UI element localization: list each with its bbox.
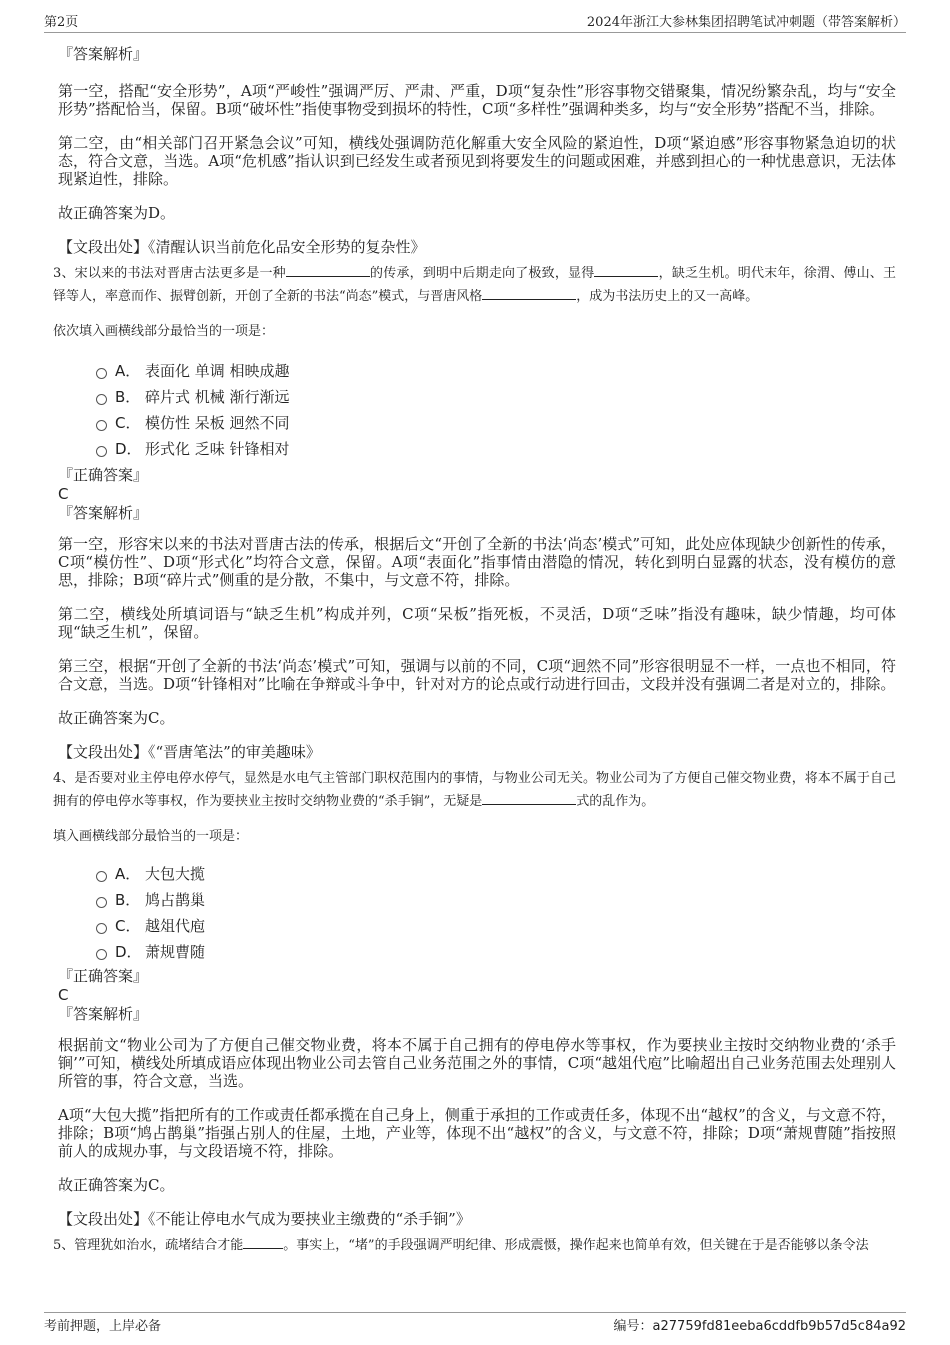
radio-icon[interactable] — [96, 949, 107, 960]
options-list — [56, 357, 896, 461]
question-3: 3、宋以来的书法对晋唐古法更多是一种 的传承，到明中后期走向了极致，显得 ，缺乏生机。明代末年，徐渭、傅山、王铎等人，率意而作、振臂创新，开创了全新的书法“尚态”模式，与晋唐风格 ，成为书法历史上的又一高峰。 — [53, 262, 896, 308]
page-header — [44, 14, 906, 33]
document-code: 编号：a27759fd81eeba6cddfb9b57d5c84a92 — [613, 1319, 906, 1334]
blank — [243, 1234, 283, 1249]
radio-icon[interactable] — [96, 923, 107, 934]
option-b[interactable]: B． 碎片式 机械 渐行渐远 — [96, 383, 896, 409]
question-prompt: 填入画横线部分最恰当的一项是： — [53, 829, 249, 844]
analysis-paragraph: 第三空，根据“开创了全新的书法‘尚态’模式”可知，强调与以前的不同，C项“迥然不同”形容很明显不一样，一点也不相同，符合文意，当选。D项“针锋相对”比喻在争辩或斗争中，针对对方的论点或行动进行回击，文段并没有强调二者是对立的，排除。 — [58, 657, 896, 693]
option-d[interactable]: D． 萧规曹随 — [96, 938, 896, 964]
blank — [482, 790, 576, 805]
question-5: 5、管理犹如治水，疏堵结合才能 。事实上，“堵”的手段强调严明纪律、形成震慑，操作起来也简单有效，但关键在于是否能够以条令法 — [53, 1234, 896, 1257]
correct-label: 『正确答案』 — [58, 466, 149, 484]
page-number: 第2页 — [44, 15, 79, 30]
blank — [594, 262, 658, 277]
option-a[interactable]: A． 表面化 单调 相映成趣 — [96, 357, 896, 383]
question-prompt: 依次填入画横线部分最恰当的一项是： — [53, 324, 275, 339]
analysis-paragraph: A项“大包大揽”指把所有的工作或责任都承揽在自己身上，侧重于承担的工作或责任多，体现不出“越权”的含义，与文意不符，排除；B项“鸠占鹊巢”指强占别人的住屋，土地，产业等，体现不出“越权”的含义，与文意不符，排除；D项“萧规曹随”指按照前人的成规办事，与文段语境不符，排除。 — [58, 1106, 896, 1160]
analysis-label: 『答案解析』 — [58, 504, 149, 522]
analysis-label: 『答案解析』 — [58, 45, 149, 63]
blank — [482, 285, 576, 300]
correct-label: 『正确答案』 — [58, 967, 149, 985]
radio-icon[interactable] — [96, 420, 107, 431]
radio-icon[interactable] — [96, 871, 107, 882]
conclusion: 故正确答案为C。 — [58, 709, 175, 727]
source: 【文段出处】《清醒认识当前危化品安全形势的复杂性》 — [58, 238, 426, 256]
option-b[interactable]: B． 鸠占鹊巢 — [96, 886, 896, 912]
conclusion: 故正确答案为C。 — [58, 1176, 175, 1194]
analysis-paragraph: 第二空，横线处所填词语与“缺乏生机”构成并列，C项“呆板”指死板，不灵活，D项“乏味”指没有趣味，缺少情趣，均可体现“缺乏生机”，保留。 — [58, 605, 896, 641]
source: 【文段出处】《不能让停电水气成为要挟业主缴费的“杀手锏”》 — [58, 1210, 471, 1228]
option-d[interactable]: D． 形式化 乏味 针锋相对 — [96, 435, 896, 461]
radio-icon[interactable] — [96, 446, 107, 457]
footer-slogan: 考前押题，上岸必备 — [44, 1319, 162, 1334]
radio-icon[interactable] — [96, 368, 107, 379]
option-a[interactable]: A． 大包大揽 — [96, 860, 896, 886]
conclusion: 故正确答案为D。 — [58, 204, 176, 222]
document-title: 2024年浙江大参林集团招聘笔试冲刺题（带答案解析） — [586, 15, 906, 30]
option-c[interactable]: C． 越俎代庖 — [96, 912, 896, 938]
blank — [286, 262, 370, 277]
analysis-label: 『答案解析』 — [58, 1005, 149, 1023]
radio-icon[interactable] — [96, 897, 107, 908]
radio-icon[interactable] — [96, 394, 107, 405]
analysis-paragraph: 第二空，由“相关部门召开紧急会议”可知，横线处强调防范化解重大安全风险的紧迫性，D项“紧迫感”形容事物紧急迫切的状态，符合文意，当选。A项“危机感”指认识到已经发生或者预见到将要发生的问题或困难，并感到担心的一种忧患意识，无法体现紧迫性，排除。 — [58, 134, 896, 188]
question-4: 4、是否要对业主停电停水停气，显然是水电气主管部门职权范围内的事情，与物业公司无关。物业公司为了方便自己催交物业费，将本不属于自己拥有的停电停水等事权，作为要挟业主按时交纳物业费的“杀手锏”，无疑是 式的乱作为。 — [53, 771, 896, 809]
document-body — [53, 44, 896, 1257]
analysis-paragraph: 第一空，搭配“安全形势”，A项“严峻性”强调严厉、严肃、严重，D项“复杂性”形容事物交错聚集，情况纷繁杂乱，均与“安全形势”搭配恰当，保留。B项“破坏性”指使事物受到损坏的特性，C项“多样性”强调种类多，均与“安全形势”搭配不当，排除。 — [58, 82, 896, 118]
page-footer — [44, 1312, 906, 1337]
option-c[interactable]: C． 模仿性 呆板 迥然不同 — [96, 409, 896, 435]
options-list — [56, 860, 896, 964]
correct-answer: C — [58, 986, 69, 1004]
source: 【文段出处】《“晋唐笔法”的审美趣味》 — [58, 743, 321, 761]
analysis-paragraph: 第一空，形容宋以来的书法对晋唐古法的传承，根据后文“开创了全新的书法‘尚态’模式”可知，此处应体现缺少创新性的传承，C项“模仿性”、D项“形式化”均符合文意，保留。A项“表面化”指事情由潜隐的情况，转化到明白显露的状态，没有模仿的意思，排除；B项“碎片式”侧重的是分散，不集中，与文意不符，排除。 — [58, 535, 896, 589]
correct-answer: C — [58, 485, 69, 503]
analysis-paragraph: 根据前文“物业公司为了方便自己催交物业费，将本不属于自己拥有的停电停水等事权，作为要挟业主按时交纳物业费的‘杀手锏’”可知，横线处所填成语应体现出物业公司去管自己业务范围之外的事情，C项“越俎代庖”比喻超出自己业务范围去处理别人所管的事，符合文意，当选。 — [58, 1036, 896, 1090]
